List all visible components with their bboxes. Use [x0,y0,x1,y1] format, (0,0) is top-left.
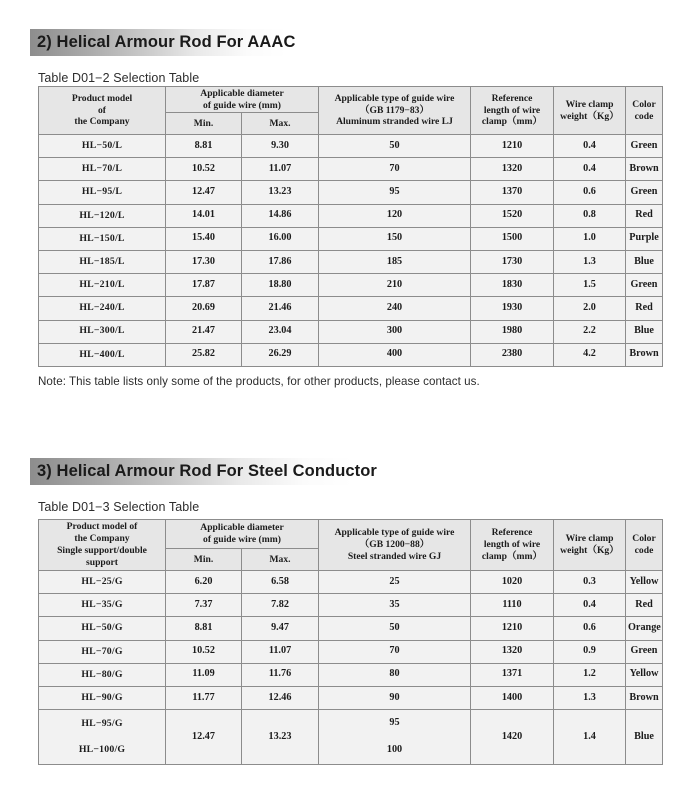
table-row [39,571,663,594]
table-caption-d01-2: Table D01−2 Selection Table [38,71,200,85]
cell-reference-length: 1370 [471,181,554,204]
cell-product-model: HL−120/L [39,204,166,227]
cell-applicable-type: 25 [319,571,471,594]
cell-reference-length: 1420 [471,710,554,765]
table-row [39,320,663,343]
cell-clamp-weight: 1.0 [554,227,626,250]
cell-reference-length: 1930 [471,297,554,320]
cell-reference-length: 1400 [471,686,554,709]
section-heading-steel-conductor [30,458,410,485]
table-row [39,617,663,640]
header-product-model: Product model of the Company Single support/double support [39,520,166,571]
table-row-merged [39,710,663,765]
cell-applicable-type: 50 [319,617,471,640]
cell-diameter-min: 17.87 [166,274,242,297]
cell-clamp-weight: 0.4 [554,594,626,617]
cell-diameter-max: 12.46 [242,686,319,709]
header-diameter-max: Max. [242,549,319,571]
cell-clamp-weight: 2.2 [554,320,626,343]
cell-diameter-min: 25.82 [166,343,242,366]
cell-diameter-max: 14.86 [242,204,319,227]
cell-clamp-weight: 2.0 [554,297,626,320]
cell-clamp-weight: 1.3 [554,686,626,709]
cell-color-code: Blue [626,320,663,343]
header-applicable-type: Applicable type of guide wire （GB 1179−83） Aluminum stranded wire LJ [319,87,471,135]
cell-product-model: HL−50/L [39,135,166,158]
cell-color-code: Green [626,181,663,204]
cell-product-model: HL−210/L [39,274,166,297]
cell-diameter-max: 16.00 [242,227,319,250]
selection-table-d01-2 [38,86,663,367]
cell-diameter-max: 18.80 [242,274,319,297]
header-applicable-type: Applicable type of guide wire （GB 1200−88） Steel stranded wire GJ [319,520,471,571]
cell-diameter-min: 10.52 [166,158,242,181]
cell-applicable-type: 90 [319,686,471,709]
cell-product-model: HL−240/L [39,297,166,320]
header-reference-length: Reference length of wire clamp（mm） [471,87,554,135]
cell-applicable-type: 300 [319,320,471,343]
cell-clamp-weight: 0.8 [554,204,626,227]
cell-clamp-weight: 1.5 [554,274,626,297]
cell-color-code: Brown [626,343,663,366]
model-pair-spacer [41,730,163,744]
cell-applicable-type: 400 [319,343,471,366]
table-body-d01-2 [39,135,663,367]
cell-reference-length: 1210 [471,135,554,158]
cell-diameter-min: 17.30 [166,250,242,273]
cell-diameter-min: 14.01 [166,204,242,227]
cell-clamp-weight: 0.3 [554,571,626,594]
cell-reference-length: 1320 [471,640,554,663]
cell-diameter-max: 9.30 [242,135,319,158]
cell-diameter-min: 11.09 [166,663,242,686]
header-applicable-diameter: Applicable diameter of guide wire (mm) [166,87,319,113]
cell-applicable-type: 210 [319,274,471,297]
cell-product-model: HL−35/G [39,594,166,617]
cell-color-code: Green [626,640,663,663]
table-row [39,158,663,181]
cell-color-code: Orange [626,617,663,640]
cell-reference-length: 1500 [471,227,554,250]
table-row [39,135,663,158]
cell-reference-length: 1371 [471,663,554,686]
cell-clamp-weight: 0.4 [554,158,626,181]
cell-diameter-max: 11.76 [242,663,319,686]
cell-clamp-weight: 1.3 [554,250,626,273]
cell-diameter-max: 17.86 [242,250,319,273]
cell-color-code: Yellow [626,663,663,686]
header-diameter-min: Min. [166,113,242,135]
table-header-row-top [39,520,663,549]
cell-product-model: HL−400/L [39,343,166,366]
header-applicable-diameter: Applicable diameter of guide wire (mm) [166,520,319,549]
cell-diameter-min: 20.69 [166,297,242,320]
cell-product-model: HL−95/L [39,181,166,204]
header-diameter-max: Max. [242,113,319,135]
cell-product-model-pair: HL−95/G HL−100/G [39,710,166,765]
selection-table-d01-3 [38,519,663,765]
cell-reference-length: 1210 [471,617,554,640]
cell-color-code: Blue [626,710,663,765]
cell-clamp-weight: 1.4 [554,710,626,765]
cell-color-code: Red [626,594,663,617]
cell-reference-length: 1110 [471,594,554,617]
table-row [39,181,663,204]
cell-diameter-min: 12.47 [166,181,242,204]
cell-diameter-min: 15.40 [166,227,242,250]
table-row [39,594,663,617]
table-row [39,343,663,366]
table-header-row-top [39,87,663,113]
cell-reference-length: 1320 [471,158,554,181]
cell-diameter-min: 7.37 [166,594,242,617]
header-diameter-min: Min. [166,549,242,571]
table-row [39,686,663,709]
header-color-code: Color code [626,87,663,135]
cell-product-model: HL−25/G [39,571,166,594]
cell-reference-length: 1980 [471,320,554,343]
cell-color-code: Brown [626,158,663,181]
cell-product-model: HL−185/L [39,250,166,273]
table-row [39,663,663,686]
cell-applicable-type-pair: 95 100 [319,710,471,765]
table-note-d01-2: Note: This table lists only some of the products, for other products, please contact us. [38,375,480,388]
cell-product-model: HL−80/G [39,663,166,686]
cell-color-code: Purple [626,227,663,250]
cell-product-model: HL−300/L [39,320,166,343]
cell-color-code: Red [626,204,663,227]
cell-applicable-type: 240 [319,297,471,320]
table-row [39,274,663,297]
cell-diameter-max: 13.23 [242,710,319,765]
cell-clamp-weight: 0.6 [554,617,626,640]
table-caption-d01-3: Table D01−3 Selection Table [38,500,200,514]
table-row [39,204,663,227]
cell-applicable-type: 50 [319,135,471,158]
table-body-d01-3 [39,571,663,765]
cell-diameter-min: 10.52 [166,640,242,663]
cell-reference-length: 1520 [471,204,554,227]
cell-product-model: HL−70/L [39,158,166,181]
cell-applicable-type: 120 [319,204,471,227]
cell-applicable-type: 80 [319,663,471,686]
cell-reference-length: 1020 [471,571,554,594]
cell-applicable-type: 35 [319,594,471,617]
cell-diameter-min: 6.20 [166,571,242,594]
cell-reference-length: 2380 [471,343,554,366]
cell-color-code: Green [626,274,663,297]
type-pair-spacer [321,730,468,744]
cell-diameter-max: 6.58 [242,571,319,594]
cell-diameter-max: 26.29 [242,343,319,366]
header-product-model: Product model of the Company [39,87,166,135]
cell-clamp-weight: 0.4 [554,135,626,158]
cell-reference-length: 1730 [471,250,554,273]
cell-diameter-max: 11.07 [242,158,319,181]
cell-diameter-min: 11.77 [166,686,242,709]
cell-diameter-min: 8.81 [166,617,242,640]
cell-diameter-min: 12.47 [166,710,242,765]
cell-diameter-max: 11.07 [242,640,319,663]
cell-color-code: Red [626,297,663,320]
cell-applicable-type: 150 [319,227,471,250]
cell-diameter-max: 23.04 [242,320,319,343]
cell-applicable-type: 95 [319,181,471,204]
table-row [39,640,663,663]
cell-clamp-weight: 4.2 [554,343,626,366]
header-wire-clamp-weight: Wire clamp weight（Kg） [554,87,626,135]
cell-diameter-max: 21.46 [242,297,319,320]
cell-applicable-type: 185 [319,250,471,273]
table-row [39,227,663,250]
cell-diameter-min: 21.47 [166,320,242,343]
cell-applicable-type: 70 [319,158,471,181]
cell-applicable-type: 70 [319,640,471,663]
cell-clamp-weight: 0.6 [554,181,626,204]
header-color-code: Color code [626,520,663,571]
cell-color-code: Blue [626,250,663,273]
cell-product-model: HL−90/G [39,686,166,709]
cell-clamp-weight: 1.2 [554,663,626,686]
cell-diameter-max: 13.23 [242,181,319,204]
header-wire-clamp-weight: Wire clamp weight（Kg） [554,520,626,571]
cell-color-code: Green [626,135,663,158]
cell-color-code: Brown [626,686,663,709]
table-row [39,297,663,320]
cell-diameter-max: 7.82 [242,594,319,617]
cell-reference-length: 1830 [471,274,554,297]
cell-product-model: HL−70/G [39,640,166,663]
table-row [39,250,663,273]
cell-product-model: HL−50/G [39,617,166,640]
header-reference-length: Reference length of wire clamp（mm） [471,520,554,571]
cell-diameter-max: 9.47 [242,617,319,640]
cell-product-model: HL−150/L [39,227,166,250]
section-heading-steel-conductor-label: 3) Helical Armour Rod For Steel Conductor [37,462,377,480]
cell-clamp-weight: 0.9 [554,640,626,663]
section-heading-aaac-label: 2) Helical Armour Rod For AAAC [37,33,296,51]
cell-diameter-min: 8.81 [166,135,242,158]
cell-color-code: Yellow [626,571,663,594]
section-heading-aaac [30,29,332,56]
